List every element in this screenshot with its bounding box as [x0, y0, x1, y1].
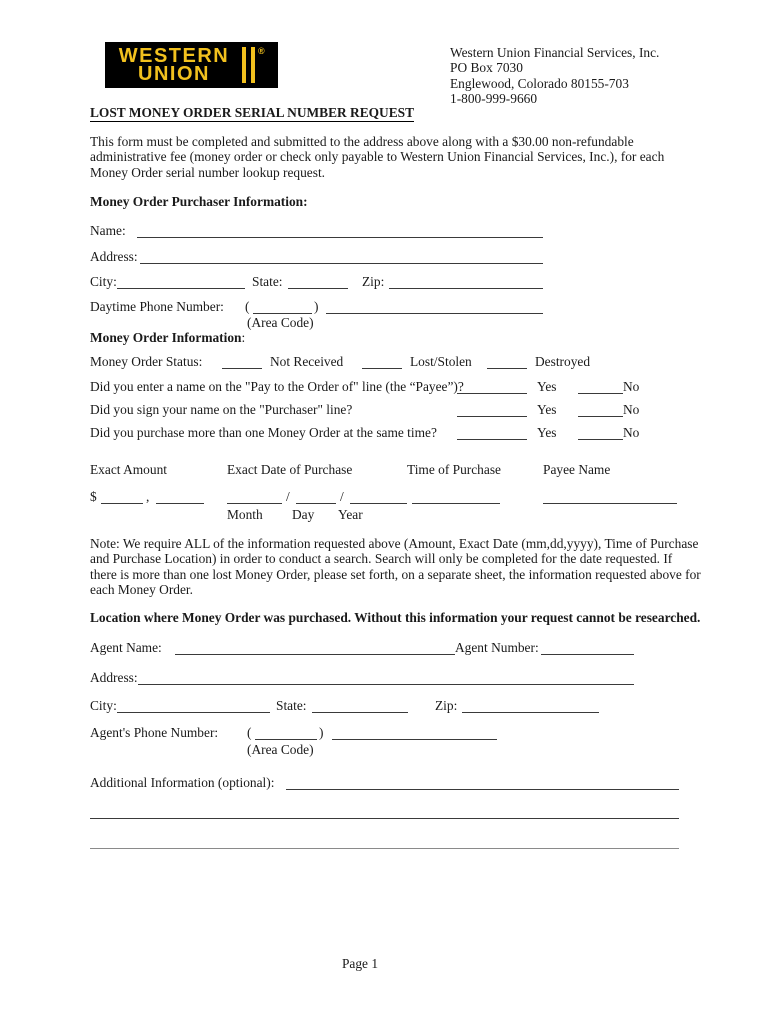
agent-city-state-zip-row [90, 698, 599, 714]
purchase-detail-headers [90, 462, 702, 478]
question-payee-text: Did you enter a name on the "Pay to the Order of" line (the “Payee”)? [90, 379, 464, 394]
status-not-received-line[interactable] [222, 368, 262, 369]
zip-label: Zip: [362, 274, 385, 289]
question-payee-row [90, 379, 638, 395]
western-union-logo-inner [105, 42, 278, 88]
area-code-caption: (Area Code) [247, 315, 314, 330]
agent-area-code-input-line[interactable] [255, 739, 317, 740]
exact-date-header: Exact Date of Purchase [227, 462, 353, 477]
question-purchaser-sign-row [90, 402, 638, 418]
agent-city-input-line[interactable] [117, 712, 270, 713]
money-order-status-row [90, 354, 630, 370]
purchaser-name-row [90, 223, 543, 239]
note-paragraph: Note: We require ALL of the information requested above (Amount, Exact Date (mm,dd,yyyy), Time of Purchase and Purchase Location) in order to conduct a search. Search will only be completed for the date requested. If there is more than one lost Money Order, please set forth, on a separate sheet, the information requested above for each Money Order. [90, 536, 701, 597]
status-not-received-label: Not Received [270, 354, 344, 369]
question-multiple-orders-text: Did you purchase more than one Money Order at the same time? [90, 425, 437, 440]
dollar-sign: $ [90, 489, 97, 504]
agent-area-code-open-paren: ( [247, 725, 252, 740]
question-multiple-orders-no-line[interactable] [578, 439, 623, 440]
agent-number-input-line[interactable] [541, 654, 634, 655]
date-year-line[interactable] [350, 503, 407, 504]
time-of-purchase-line[interactable] [412, 503, 500, 504]
logo-word-union: UNION [138, 63, 210, 85]
zip-input-line[interactable] [389, 288, 543, 289]
question-payee-yes-line[interactable] [457, 393, 527, 394]
year-label: Year [338, 507, 363, 522]
area-code-close-paren: ) [314, 299, 319, 314]
address-label: Address: [90, 249, 138, 264]
agent-area-code-close-paren: ) [319, 725, 324, 740]
company-city-state: Englewood, Colorado 80155-703 [450, 75, 629, 91]
daytime-phone-label: Daytime Phone Number: [90, 299, 224, 314]
agent-city-label: City: [90, 698, 117, 713]
agent-address-input-line[interactable] [138, 684, 634, 685]
status-destroyed-label: Destroyed [535, 354, 591, 369]
address-input-line[interactable] [140, 263, 543, 264]
page-number: Page 1 [341, 956, 379, 971]
yes-label: Yes [537, 379, 557, 394]
western-union-logo-text [111, 47, 237, 83]
time-of-purchase-header: Time of Purchase [407, 462, 501, 477]
state-input-line[interactable] [288, 288, 348, 289]
form-title: LOST MONEY ORDER SERIAL NUMBER REQUEST [90, 105, 414, 122]
month-label: Month [227, 507, 263, 522]
question-purchaser-sign-text: Did you sign your name on the "Purchaser" line? [90, 402, 353, 417]
no-label: No [623, 402, 640, 417]
name-label: Name: [90, 223, 126, 238]
company-name: Western Union Financial Services, Inc. [450, 45, 660, 60]
date-month-line[interactable] [227, 503, 282, 504]
area-code-open-paren: ( [245, 299, 250, 314]
date-day-line[interactable] [296, 503, 336, 504]
state-label: State: [252, 274, 283, 289]
additional-info-extra-line[interactable] [90, 818, 679, 819]
money-order-info-heading: Money Order Information: [90, 330, 246, 345]
question-purchaser-sign-no-line[interactable] [578, 416, 623, 417]
agent-name-row [90, 640, 634, 656]
question-purchaser-sign-yes-line[interactable] [457, 416, 527, 417]
exact-amount-header: Exact Amount [90, 462, 167, 477]
day-label: Day [292, 507, 315, 522]
yes-label: Yes [537, 425, 557, 440]
agent-address-row [90, 670, 634, 686]
date-slash: / [286, 489, 290, 504]
agent-phone-row [90, 725, 497, 741]
question-multiple-orders-row [90, 425, 638, 441]
status-lost-stolen-line[interactable] [362, 368, 402, 369]
agent-area-code-caption: (Area Code) [247, 742, 314, 757]
purchase-detail-inputs-row [90, 489, 702, 505]
location-section-heading: Location where Money Order was purchased. Without this information your request cannot be researched. [90, 610, 701, 625]
amount-dollars-line[interactable] [101, 503, 143, 504]
agent-zip-label: Zip: [435, 698, 458, 713]
amount-separator: , [146, 489, 150, 504]
agent-phone-label: Agent's Phone Number: [90, 725, 219, 740]
date-slash: / [340, 489, 344, 504]
company-phone: 1-800-999-9660 [450, 91, 538, 107]
agent-number-label: Agent Number: [455, 640, 539, 655]
purchaser-address-row [90, 249, 543, 265]
intro-paragraph: This form must be completed and submitted to the address above along with a $30.00 non-refundable administrative fee (money order or check only payable to Western Union Financial Services, Inc.), for each Money Order serial number lookup request. [90, 134, 665, 180]
logo-bar-icon [242, 47, 246, 83]
additional-info-row [90, 775, 679, 791]
date-part-labels-row [90, 507, 702, 523]
question-payee-no-line[interactable] [578, 393, 623, 394]
payee-name-line[interactable] [543, 503, 677, 504]
name-input-line[interactable] [137, 237, 543, 238]
no-label: No [623, 425, 640, 440]
registered-trademark-icon: ® [258, 46, 265, 56]
status-label: Money Order Status: [90, 354, 203, 369]
agent-state-label: State: [276, 698, 307, 713]
area-code-input-line[interactable] [253, 313, 312, 314]
payee-name-header: Payee Name [543, 462, 611, 477]
logo-word-western: WESTERN [118, 45, 230, 67]
purchaser-section-heading: Money Order Purchaser Information: [90, 194, 308, 209]
question-multiple-orders-yes-line[interactable] [457, 439, 527, 440]
agent-name-input-line[interactable] [175, 654, 455, 655]
purchaser-city-state-zip-row [90, 274, 543, 290]
agent-name-label: Agent Name: [90, 640, 162, 655]
city-input-line[interactable] [117, 288, 245, 289]
western-union-logo [105, 42, 278, 88]
purchaser-phone-row [90, 299, 543, 315]
agent-zip-input-line[interactable] [462, 712, 599, 713]
status-destroyed-line[interactable] [487, 368, 527, 369]
company-address-block [450, 45, 659, 107]
additional-info-input-line[interactable] [286, 789, 679, 790]
company-po-box: PO Box 7030 [450, 60, 523, 76]
agent-phone-input-line[interactable] [332, 739, 497, 740]
agent-state-input-line[interactable] [312, 712, 408, 713]
additional-info-extra-line[interactable] [90, 848, 679, 849]
logo-bar-icon [251, 47, 255, 83]
city-label: City: [90, 274, 117, 289]
yes-label: Yes [537, 402, 557, 417]
amount-cents-line[interactable] [156, 503, 204, 504]
status-lost-stolen-label: Lost/Stolen [410, 354, 472, 369]
phone-number-input-line[interactable] [326, 313, 543, 314]
no-label: No [623, 379, 640, 394]
additional-info-label: Additional Information (optional): [90, 775, 275, 790]
agent-address-label: Address: [90, 670, 138, 685]
